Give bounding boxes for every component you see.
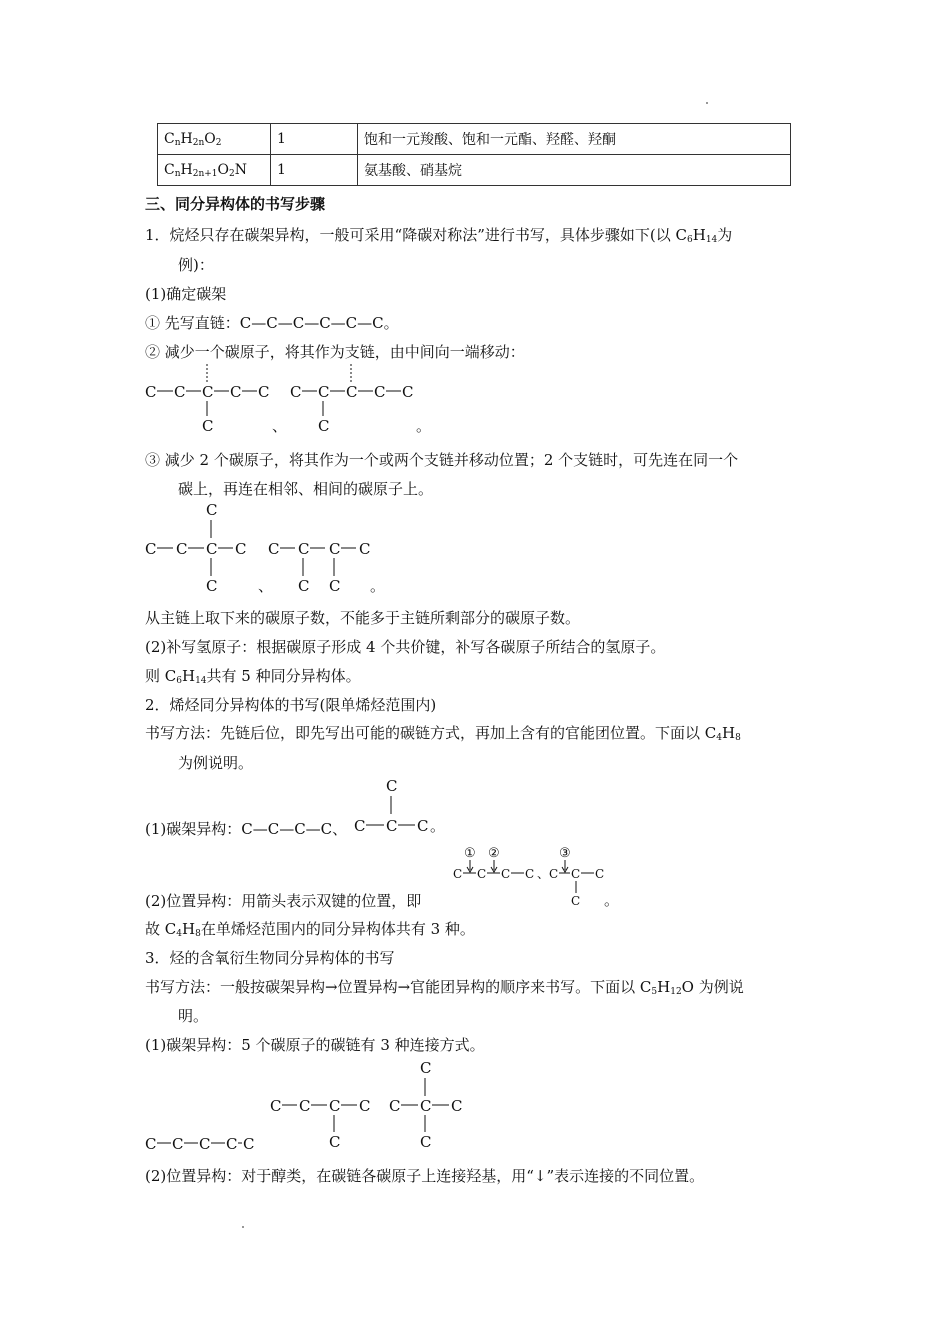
types-cell: 氨基酸、硝基烷 [358, 155, 791, 186]
conclusion-c4h8: 故 $C_4H_8$在单烯烃范围内的同分异构体共有 3 种。 [145, 920, 475, 939]
atom-c: C [145, 1135, 157, 1153]
atom-c: C [359, 540, 371, 558]
paragraph-1-cont: 例)： [178, 256, 214, 274]
atom-c: C [595, 867, 605, 881]
period: 。 [370, 577, 386, 595]
atom-c: C [571, 894, 581, 908]
atom-c: C [230, 383, 242, 401]
atom-c: C [501, 867, 511, 881]
atom-c: C [525, 867, 535, 881]
types-cell: 饱和一元羧酸、饱和一元酯、羟醛、羟酮 [358, 124, 791, 155]
atom-c: C [359, 1097, 371, 1115]
step-1-heading: (1)确定碳架 [145, 285, 227, 303]
atom-c: C [402, 383, 414, 401]
section-heading: 三、同分异构体的书写步骤 [145, 195, 326, 213]
paragraph-3: 3．烃的含氧衍生物同分异构体的书写 [145, 949, 395, 967]
formula-cell: $C_nH_{2n}O_2$ [158, 124, 271, 155]
atom-c: C [318, 417, 330, 435]
atom-c: C [453, 867, 463, 881]
atom-c: C [268, 540, 280, 558]
atom-c: C [329, 540, 341, 558]
atom-c: C [298, 577, 310, 595]
atom-c: C [389, 1097, 401, 1115]
separator: 、 [537, 867, 550, 881]
step-1-3: ③ 减少 2 个碳原子，将其作为一个或两个支链并移动位置；2 个支链时，可先连在同一个 [145, 451, 739, 469]
count-cell: 1 [271, 124, 358, 155]
atom-c: C [420, 1133, 432, 1151]
atom-c: C [176, 540, 188, 558]
atom-c: C [549, 867, 559, 881]
atom-c: C [420, 1097, 432, 1115]
atom-c: C [329, 1097, 341, 1115]
separator: 、 [258, 577, 274, 595]
atom-c: C [571, 867, 581, 881]
position-isomer-text: (2)位置异构：对于醇类，在碳链各碳原子上连接羟基，用“↓”表示连接的不同位置。 [145, 1167, 705, 1185]
corner-mark [242, 1226, 244, 1228]
atom-c: C [451, 1097, 463, 1115]
atom-c: C [329, 577, 341, 595]
period: 。 [416, 417, 432, 435]
conclusion-c6h14: 则 $C_6H_{14}$共有 5 种同分异构体。 [145, 667, 361, 686]
paragraph-2: 2．烯烃同分异构体的书写(限单烯烃范围内) [145, 696, 437, 714]
atom-c: C [417, 817, 429, 835]
position-marker-2: ② [488, 846, 500, 861]
atom-c: C [290, 383, 302, 401]
atom-c: C [226, 1135, 238, 1153]
atom-c: C [145, 383, 157, 401]
atom-c: C [346, 383, 358, 401]
step-2: (2)补写氢原子：根据碳原子形成 4 个共价键，补写各碳原子所结合的氢原子。 [145, 638, 666, 656]
paragraph-3-method-cont: 明。 [178, 1007, 209, 1025]
pentanol-skeleton-label: (1)碳架异构：5 个碳原子的碳链有 3 种连接方式。 [145, 1036, 485, 1054]
atom-c: C [298, 540, 310, 558]
paragraph-2-method-cont: 为例说明。 [178, 754, 254, 772]
atom-c: C [354, 817, 366, 835]
atom-c: C [206, 540, 218, 558]
atom-c: C [145, 540, 157, 558]
paragraph-3-method: 书写方法：一般按碳架异构→位置异构→官能团异构的顺序来书写。下面以 $C_5H_{12}O$ 为例说 [145, 978, 744, 997]
atom-c: C [329, 1133, 341, 1151]
atom-c: C [174, 383, 186, 401]
atom-c: C [386, 817, 398, 835]
atom-c: C [386, 777, 398, 795]
atom-c: C [199, 1135, 211, 1153]
atom-c: C [202, 383, 214, 401]
formula-cell: $C_nH_{2n+1}O_2N$ [158, 155, 271, 186]
atom-c: C [270, 1097, 282, 1115]
rule-text: 从主链上取下来的碳原子数，不能多于主链所剩部分的碳原子数。 [145, 609, 581, 627]
alkene-position-label: (2)位置异构：用箭头表示双键的位置，即 [145, 892, 422, 910]
step-1-2: ② 减少一个碳原子，将其作为支链，由中间向一端移动： [145, 343, 525, 361]
separator: 、 [272, 417, 288, 435]
atom-c: C [243, 1135, 255, 1153]
atom-c: C [420, 1059, 432, 1077]
period: 。 [430, 817, 446, 835]
atom-c: C [258, 383, 270, 401]
atom-c: C [172, 1135, 184, 1153]
atom-c: C [206, 501, 218, 519]
step-1-1: ① 先写直链：C—C—C—C—C—C。 [145, 314, 399, 332]
position-marker-3: ③ [559, 846, 571, 861]
position-marker-1: ① [464, 846, 476, 861]
atom-c: C [374, 383, 386, 401]
count-cell: 1 [271, 155, 358, 186]
step-1-3-cont: 碳上，再连在相邻、相间的碳原子上。 [178, 480, 434, 498]
atom-c: C [318, 383, 330, 401]
alkene-skeleton-label: (1)碳架异构：C—C—C—C、 [145, 820, 348, 838]
atom-c: C [206, 577, 218, 595]
atom-c: C [235, 540, 247, 558]
paragraph-1: 1．烷烃只存在碳架异构，一般可采用“降碳对称法”进行书写，具体步骤如下(以 $C_6H_{14}$为 [145, 226, 733, 245]
paragraph-2-method: 书写方法：先链后位，即先写出可能的碳链方式，再加上含有的官能团位置。下面以 $C_4H_8$ [145, 724, 741, 743]
atom-c: C [202, 417, 214, 435]
atom-c: C [477, 867, 487, 881]
period: 。 [604, 891, 620, 909]
atom-c: C [299, 1097, 311, 1115]
